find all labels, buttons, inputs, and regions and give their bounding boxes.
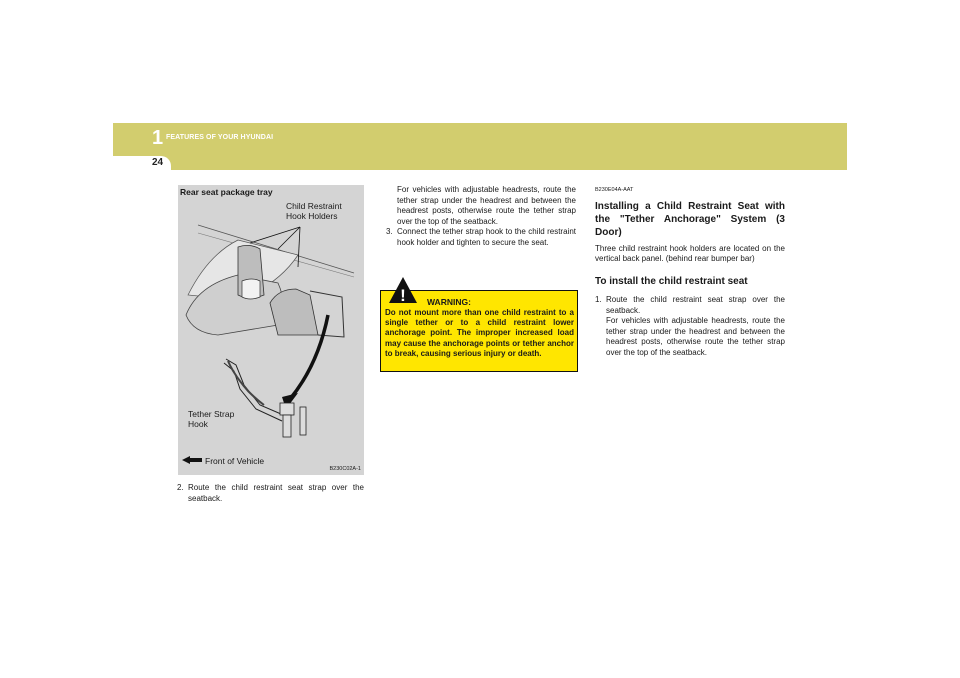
step-text [606, 295, 785, 358]
step-3 [386, 227, 576, 248]
label-hook-holders: Child Restraint Hook Holders [286, 201, 342, 221]
left-column [177, 483, 364, 504]
figure-title: Rear seat package tray [180, 187, 273, 197]
step-text-line-1: Route the child restraint seat strap over the seatback. [606, 295, 785, 315]
warning-icon [388, 276, 418, 304]
subsection-title: To install the child restraint seat [595, 275, 748, 287]
warning-icon-symbol: ! [400, 286, 406, 304]
seat-illustration [178, 185, 364, 475]
right-column [595, 185, 785, 358]
warning-heading: WARNING: [427, 297, 471, 307]
figure-code: B230C02A-1 [329, 466, 361, 472]
step-number: 1. [595, 295, 602, 304]
step-text: Connect the tether strap hook to the child restraint hook holder and tighten to secure the seat. [397, 227, 576, 247]
section-code: B230E04A-AAT [595, 187, 634, 193]
header-band [113, 123, 847, 170]
intro-paragraph: Three child restraint hook holders are located on the vertical back panel. (behind rear bumper bar) [595, 243, 785, 263]
step-1 [595, 295, 785, 358]
warning-text: Do not mount more than one child restraint to a single tether or to a child restraint lower anchorage point. The improper increased load may cause the anchorage points or tether anchor to break, causing serious injury or death. [385, 308, 574, 358]
step-number: 2. [177, 483, 184, 492]
seat-drawing [178, 185, 364, 475]
step-number: 3. [386, 227, 393, 236]
section-title: Installing a Child Restraint Seat with the "Tether Anchorage" System (3 Door) [595, 200, 785, 238]
label-tether-hook: Tether Strap Hook [188, 409, 235, 429]
paragraph: For vehicles with adjustable headrests, route the tether strap under the headrest and between the headrest posts, otherwise route the tether strap over the top of the seatback. [397, 185, 576, 226]
step-text-line-2: For vehicles with adjustable headrests, route the tether strap under the headrest and between the headrest posts, otherwise route the tether strap over the top of the seatback. [606, 316, 785, 357]
label-front-of-vehicle: Front of Vehicle [205, 456, 265, 466]
step-2 [177, 483, 364, 504]
step-text: Route the child restraint seat strap over the seatback. [188, 483, 364, 503]
chapter-title: FEATURES OF YOUR HYUNDAI [166, 134, 274, 141]
page-number: 24 [152, 157, 164, 168]
chapter-number: 1 [152, 127, 164, 149]
middle-column [386, 185, 576, 248]
